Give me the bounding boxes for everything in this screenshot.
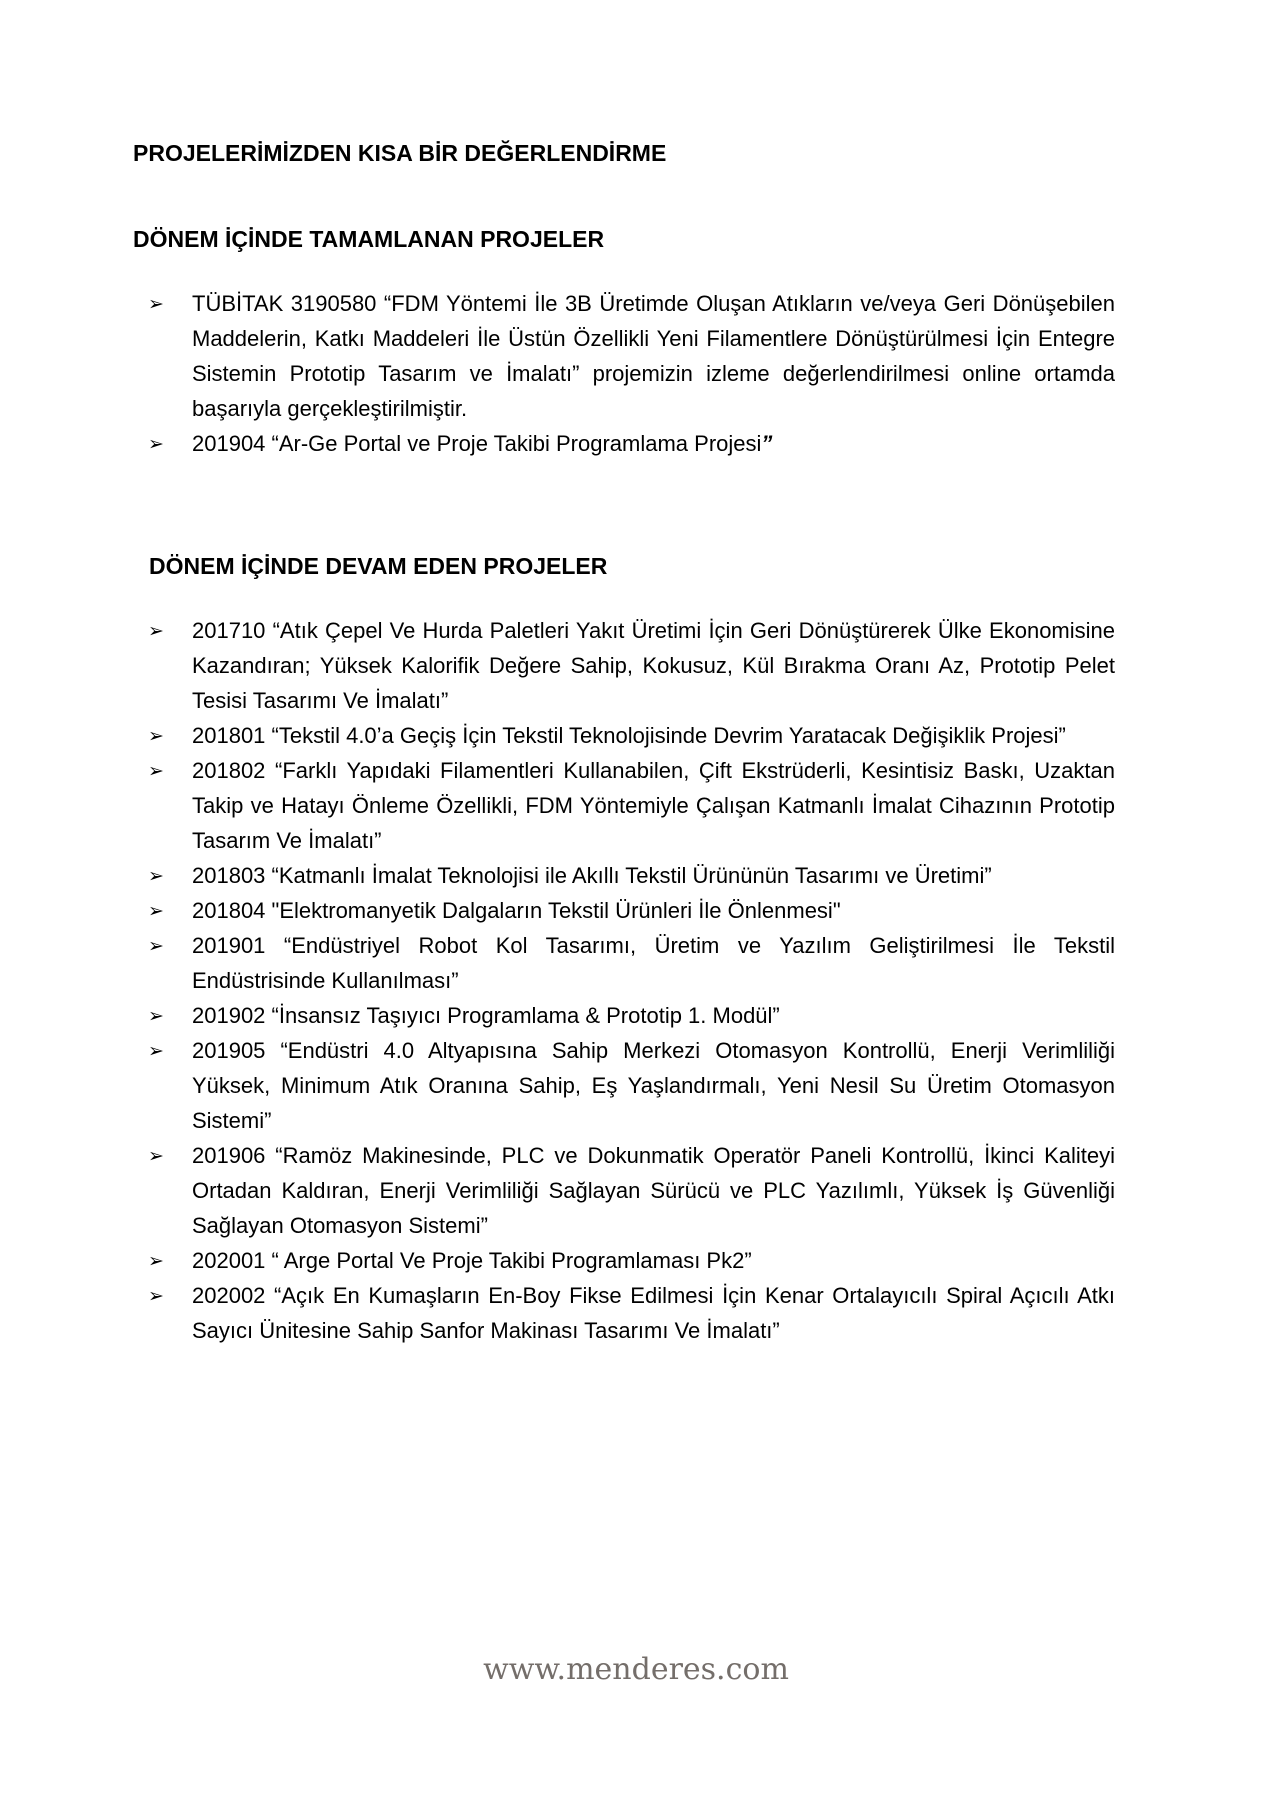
arrow-bullet-icon: ➢ <box>148 760 164 782</box>
page-title: PROJELERİMİZDEN KISA BİR DEĞERLENDİRME <box>133 140 667 166</box>
arrow-bullet-icon: ➢ <box>148 620 164 642</box>
list-item <box>133 753 1115 858</box>
list-item <box>133 1138 1115 1243</box>
project-text: 201901 “Endüstriyel Robot Kol Tasarımı, Üretim ve Yazılım Geliştirilmesi İle Tekstil Endüstrisinde Kullanılması” <box>192 933 1115 993</box>
project-text: 201902 “İnsansız Taşıyıcı Programlama & Prototip 1. Modül” <box>192 1003 780 1028</box>
project-text: 201904 “Ar-Ge Portal ve Proje Takibi Programlama Projesi <box>192 431 762 456</box>
list-item <box>133 1033 1115 1138</box>
list-item <box>133 928 1115 998</box>
arrow-bullet-icon: ➢ <box>148 1285 164 1307</box>
footer-url: www.menderes.com <box>483 1652 789 1687</box>
arrow-bullet-icon: ➢ <box>148 1250 164 1272</box>
document-page <box>133 136 1115 1348</box>
list-item <box>133 858 1115 893</box>
list-item <box>133 893 1115 928</box>
list-item <box>133 426 1115 461</box>
arrow-bullet-icon: ➢ <box>148 293 164 315</box>
closing-quote: ” <box>761 431 773 456</box>
list-item <box>133 286 1115 426</box>
arrow-bullet-icon: ➢ <box>148 1040 164 1062</box>
list-item <box>133 718 1115 753</box>
arrow-bullet-icon: ➢ <box>148 935 164 957</box>
ongoing-projects-list <box>133 613 1115 1348</box>
arrow-bullet-icon: ➢ <box>148 433 164 455</box>
list-item <box>133 998 1115 1033</box>
project-text: 201905 “Endüstri 4.0 Altyapısına Sahip Merkezi Otomasyon Kontrollü, Enerji Verimliliği Yüksek, Minimum Atık Oranına Sahip, Eş Yaşlandırmalı, Yeni Nesil Su Üretim Otomasyon Sistemi” <box>192 1038 1115 1133</box>
list-item <box>133 1278 1115 1348</box>
project-text: 201710 “Atık Çepel Ve Hurda Paletleri Yakıt Üretimi İçin Geri Dönüştürerek Ülke Ekonomisine Kazandıran; Yüksek Kalorifik Değere Sahip, Kokusuz, Kül Bırakma Oranı Az, Prototip Pelet Tesisi Tasarımı Ve İmalatı” <box>192 618 1115 713</box>
arrow-bullet-icon: ➢ <box>148 1145 164 1167</box>
arrow-bullet-icon: ➢ <box>148 900 164 922</box>
project-text: 202002 “Açık En Kumaşların En-Boy Fikse Edilmesi İçin Kenar Ortalayıcılı Spiral Açıcılı Atkı Sayıcı Ünitesine Sahip Sanfor Makinası Tasarımı Ve İmalatı” <box>192 1283 1115 1343</box>
project-text: TÜBİTAK 3190580 “FDM Yöntemi İle 3B Üretimde Oluşan Atıkların ve/veya Geri Dönüşebilen Maddelerin, Katkı Maddeleri İle Üstün Özellikli Yeni Filamentlere Dönüştürülmesi İçin Entegre Sistemin Prototip Tasarım ve İmalatı” projemizin izleme değerlendirilmesi online ortamda başarıyla gerçekleştirilmiştir. <box>192 291 1115 421</box>
project-text: 201802 “Farklı Yapıdaki Filamentleri Kullanabilen, Çift Ekstrüderli, Kesintisiz Baskı, Uzaktan Takip ve Hatayı Önleme Özellikli, FDM Yöntemiyle Çalışan Katmanlı İmalat Cihazının Prototip Tasarım Ve İmalatı” <box>192 758 1115 853</box>
arrow-bullet-icon: ➢ <box>148 725 164 747</box>
project-text: 201906 “Ramöz Makinesinde, PLC ve Dokunmatik Operatör Paneli Kontrollü, İkinci Kaliteyi Ortadan Kaldıran, Enerji Verimliliği Sağlayan Sürücü ve PLC Yazılımlı, Yüksek İş Güvenliği Sağlayan Otomasyon Sistemi” <box>192 1143 1115 1238</box>
arrow-bullet-icon: ➢ <box>148 865 164 887</box>
project-text: 202001 “ Arge Portal Ve Proje Takibi Programlaması Pk2” <box>192 1248 752 1273</box>
project-text: 201801 “Tekstil 4.0’a Geçiş İçin Tekstil Teknolojisinde Devrim Yaratacak Değişiklik Projesi” <box>192 723 1066 748</box>
section-heading-ongoing-projects: DÖNEM İÇİNDE DEVAM EDEN PROJELER <box>149 553 608 579</box>
section-heading-completed-projects: DÖNEM İÇİNDE TAMAMLANAN PROJELER <box>133 226 605 252</box>
list-item <box>133 613 1115 718</box>
completed-projects-list <box>133 286 1115 461</box>
arrow-bullet-icon: ➢ <box>148 1005 164 1027</box>
list-item <box>133 1243 1115 1278</box>
project-text: 201804 "Elektromanyetik Dalgaların Tekstil Ürünleri İle Önlenmesi" <box>192 898 841 923</box>
project-text: 201803 “Katmanlı İmalat Teknolojisi ile Akıllı Tekstil Ürününün Tasarımı ve Üretimi” <box>192 863 992 888</box>
